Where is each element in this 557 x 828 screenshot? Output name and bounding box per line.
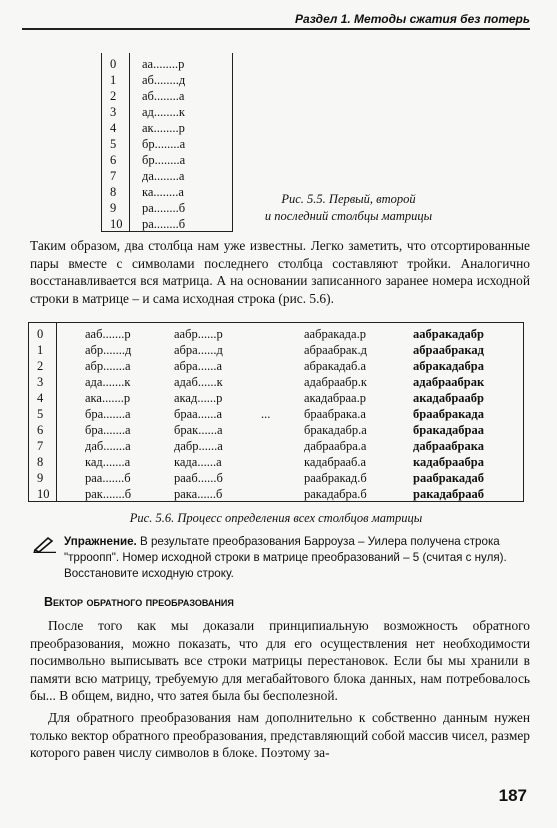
row-value: бр........а bbox=[142, 153, 186, 167]
pencil-icon bbox=[33, 535, 57, 553]
cell-c3: аабракада.р bbox=[304, 327, 366, 341]
ellipsis: ... bbox=[261, 407, 271, 421]
row-number: 1 bbox=[110, 73, 117, 87]
cell-c2: када......а bbox=[174, 455, 222, 469]
cell-c3: адабраабр.к bbox=[304, 375, 367, 389]
cell-c3: бракадабр.а bbox=[304, 423, 367, 437]
cell-c2: брак......а bbox=[174, 423, 223, 437]
cell-c1: бра.......а bbox=[85, 423, 131, 437]
row-number: 9 bbox=[37, 471, 44, 485]
cell-c1: ака.......р bbox=[85, 391, 131, 405]
paragraph-1: Таким образом, два столбца нам уже известны. Легко заметить, что отсортированные пары вместе с символами последнего столбца составляют тройки. Аналогично восстанавливается вся матрица. А на основании записанного заранее номера исходной строки в матрице – и сама исходная строка (рис. 5.6). bbox=[30, 238, 530, 306]
column-divider bbox=[129, 53, 130, 231]
cell-c1: рак.......б bbox=[85, 487, 132, 501]
row-number: 7 bbox=[37, 439, 44, 453]
paragraph-2: После того как мы доказали принципиальную возможность обратного преобразования, можно показать, что для его осуществления нет необходимости посимвольно выписывать все строки матрицы перестановок. Если бы мы хранили в памяти всю матрицу, требуемую для мегабайтового блока данных, нам потребовалось бы... В общем, видно, что затея была бы бесполезной. bbox=[30, 618, 530, 704]
caption-line-1: Рис. 5.5. Первый, второй bbox=[281, 192, 416, 206]
cell-c1: бра.......а bbox=[85, 407, 131, 421]
cell-c4: браабракада bbox=[413, 407, 484, 421]
cell-c4: дабраабрака bbox=[413, 439, 484, 453]
cell-c4: адабраабрак bbox=[413, 375, 485, 389]
cell-c2: дабр......а bbox=[174, 439, 223, 453]
cell-c2: абра......д bbox=[174, 343, 223, 357]
running-header: Раздел 1. Методы сжатия без потерь bbox=[22, 12, 530, 30]
row-number: 0 bbox=[37, 327, 44, 341]
row-value: ра........б bbox=[142, 217, 186, 231]
row-value: да........а bbox=[142, 169, 185, 183]
row-number: 1 bbox=[37, 343, 44, 357]
row-number: 4 bbox=[37, 391, 44, 405]
row-number: 10 bbox=[110, 217, 123, 231]
matrix-reconstruction-table bbox=[28, 322, 524, 502]
cell-c3: абраабрак.д bbox=[304, 343, 367, 357]
cell-c4: ракадабрааб bbox=[413, 487, 484, 501]
cell-c2: акад......р bbox=[174, 391, 223, 405]
exercise-text: В результате преобразования Барроуза – Уилера получена строка "трроопп". Номер исходной строки в матрице преобразований – 5 (считая с нуля). Восстановите исходную строку. bbox=[64, 535, 507, 580]
row-number: 3 bbox=[37, 375, 44, 389]
matrix-columns-table bbox=[101, 53, 233, 232]
row-number: 5 bbox=[37, 407, 44, 421]
row-number: 7 bbox=[110, 169, 117, 183]
exercise-block bbox=[64, 534, 530, 582]
row-value: аб........д bbox=[142, 73, 186, 87]
cell-c4: бракадабраа bbox=[413, 423, 484, 437]
cell-c3: дабраабра.а bbox=[304, 439, 367, 453]
exercise-label: Упражнение. bbox=[64, 535, 137, 548]
row-number: 9 bbox=[110, 201, 117, 215]
cell-c1: даб.......а bbox=[85, 439, 131, 453]
paragraph-3: Для обратного преобразования нам дополнительно к собственно данным нужен только вектор обратного преобразования, представляющий собой массив чисел, размер которого равен числу символов в блоке. Поэтому за- bbox=[30, 710, 530, 761]
cell-c4: акадабраабр bbox=[413, 391, 484, 405]
column-divider bbox=[56, 323, 57, 501]
row-value: ак........р bbox=[142, 121, 185, 135]
cell-c3: раабракад.б bbox=[304, 471, 367, 485]
cell-c4: раабракадаб bbox=[413, 471, 484, 485]
row-number: 2 bbox=[110, 89, 117, 103]
row-value: ка........а bbox=[142, 185, 184, 199]
cell-c4: абракадабра bbox=[413, 359, 484, 373]
cell-c1: абр.......а bbox=[85, 359, 131, 373]
row-value: ад........к bbox=[142, 105, 185, 119]
cell-c3: акадабраа.р bbox=[304, 391, 366, 405]
cell-c3: абракадаб.а bbox=[304, 359, 367, 373]
row-number: 6 bbox=[37, 423, 44, 437]
row-number: 8 bbox=[110, 185, 117, 199]
cell-c4: абраабракад bbox=[413, 343, 484, 357]
cell-c2: аабр......р bbox=[174, 327, 223, 341]
cell-c1: кад.......а bbox=[85, 455, 131, 469]
row-value: ра........б bbox=[142, 201, 186, 215]
cell-c1: раа.......б bbox=[85, 471, 131, 485]
row-number: 4 bbox=[110, 121, 117, 135]
page-number: 187 bbox=[498, 786, 527, 805]
row-number: 10 bbox=[37, 487, 50, 501]
cell-c3: браабрака.а bbox=[304, 407, 366, 421]
cell-c2: браа......а bbox=[174, 407, 223, 421]
cell-c4: кадабраабра bbox=[413, 455, 484, 469]
row-number: 3 bbox=[110, 105, 117, 119]
row-number: 8 bbox=[37, 455, 44, 469]
row-number: 0 bbox=[110, 57, 117, 71]
cell-c3: ракадабра.б bbox=[304, 487, 367, 501]
section-title: Вектор обратного преобразования bbox=[44, 595, 234, 609]
row-number: 5 bbox=[110, 137, 117, 151]
cell-c3: кадабрааб.а bbox=[304, 455, 367, 469]
caption-line-2: и последний столбцы матрицы bbox=[264, 209, 433, 223]
row-number: 6 bbox=[110, 153, 117, 167]
cell-c2: адаб......к bbox=[174, 375, 223, 389]
row-number: 2 bbox=[37, 359, 44, 373]
cell-c2: рака......б bbox=[174, 487, 223, 501]
row-value: аа........р bbox=[142, 57, 185, 71]
cell-c2: рааб......б bbox=[174, 471, 223, 485]
cell-c2: абра......а bbox=[174, 359, 223, 373]
cell-c4: аабракадабр bbox=[413, 327, 484, 341]
cell-c1: ада.......к bbox=[85, 375, 131, 389]
figure-5-6-caption: Рис. 5.6. Процесс определения всех столбцов матрицы bbox=[129, 511, 423, 525]
row-value: бр........а bbox=[142, 137, 186, 151]
figure-5-5-caption bbox=[246, 191, 451, 225]
cell-c1: абр.......д bbox=[85, 343, 132, 357]
row-value: аб........а bbox=[142, 89, 185, 103]
cell-c1: ааб.......р bbox=[85, 327, 131, 341]
